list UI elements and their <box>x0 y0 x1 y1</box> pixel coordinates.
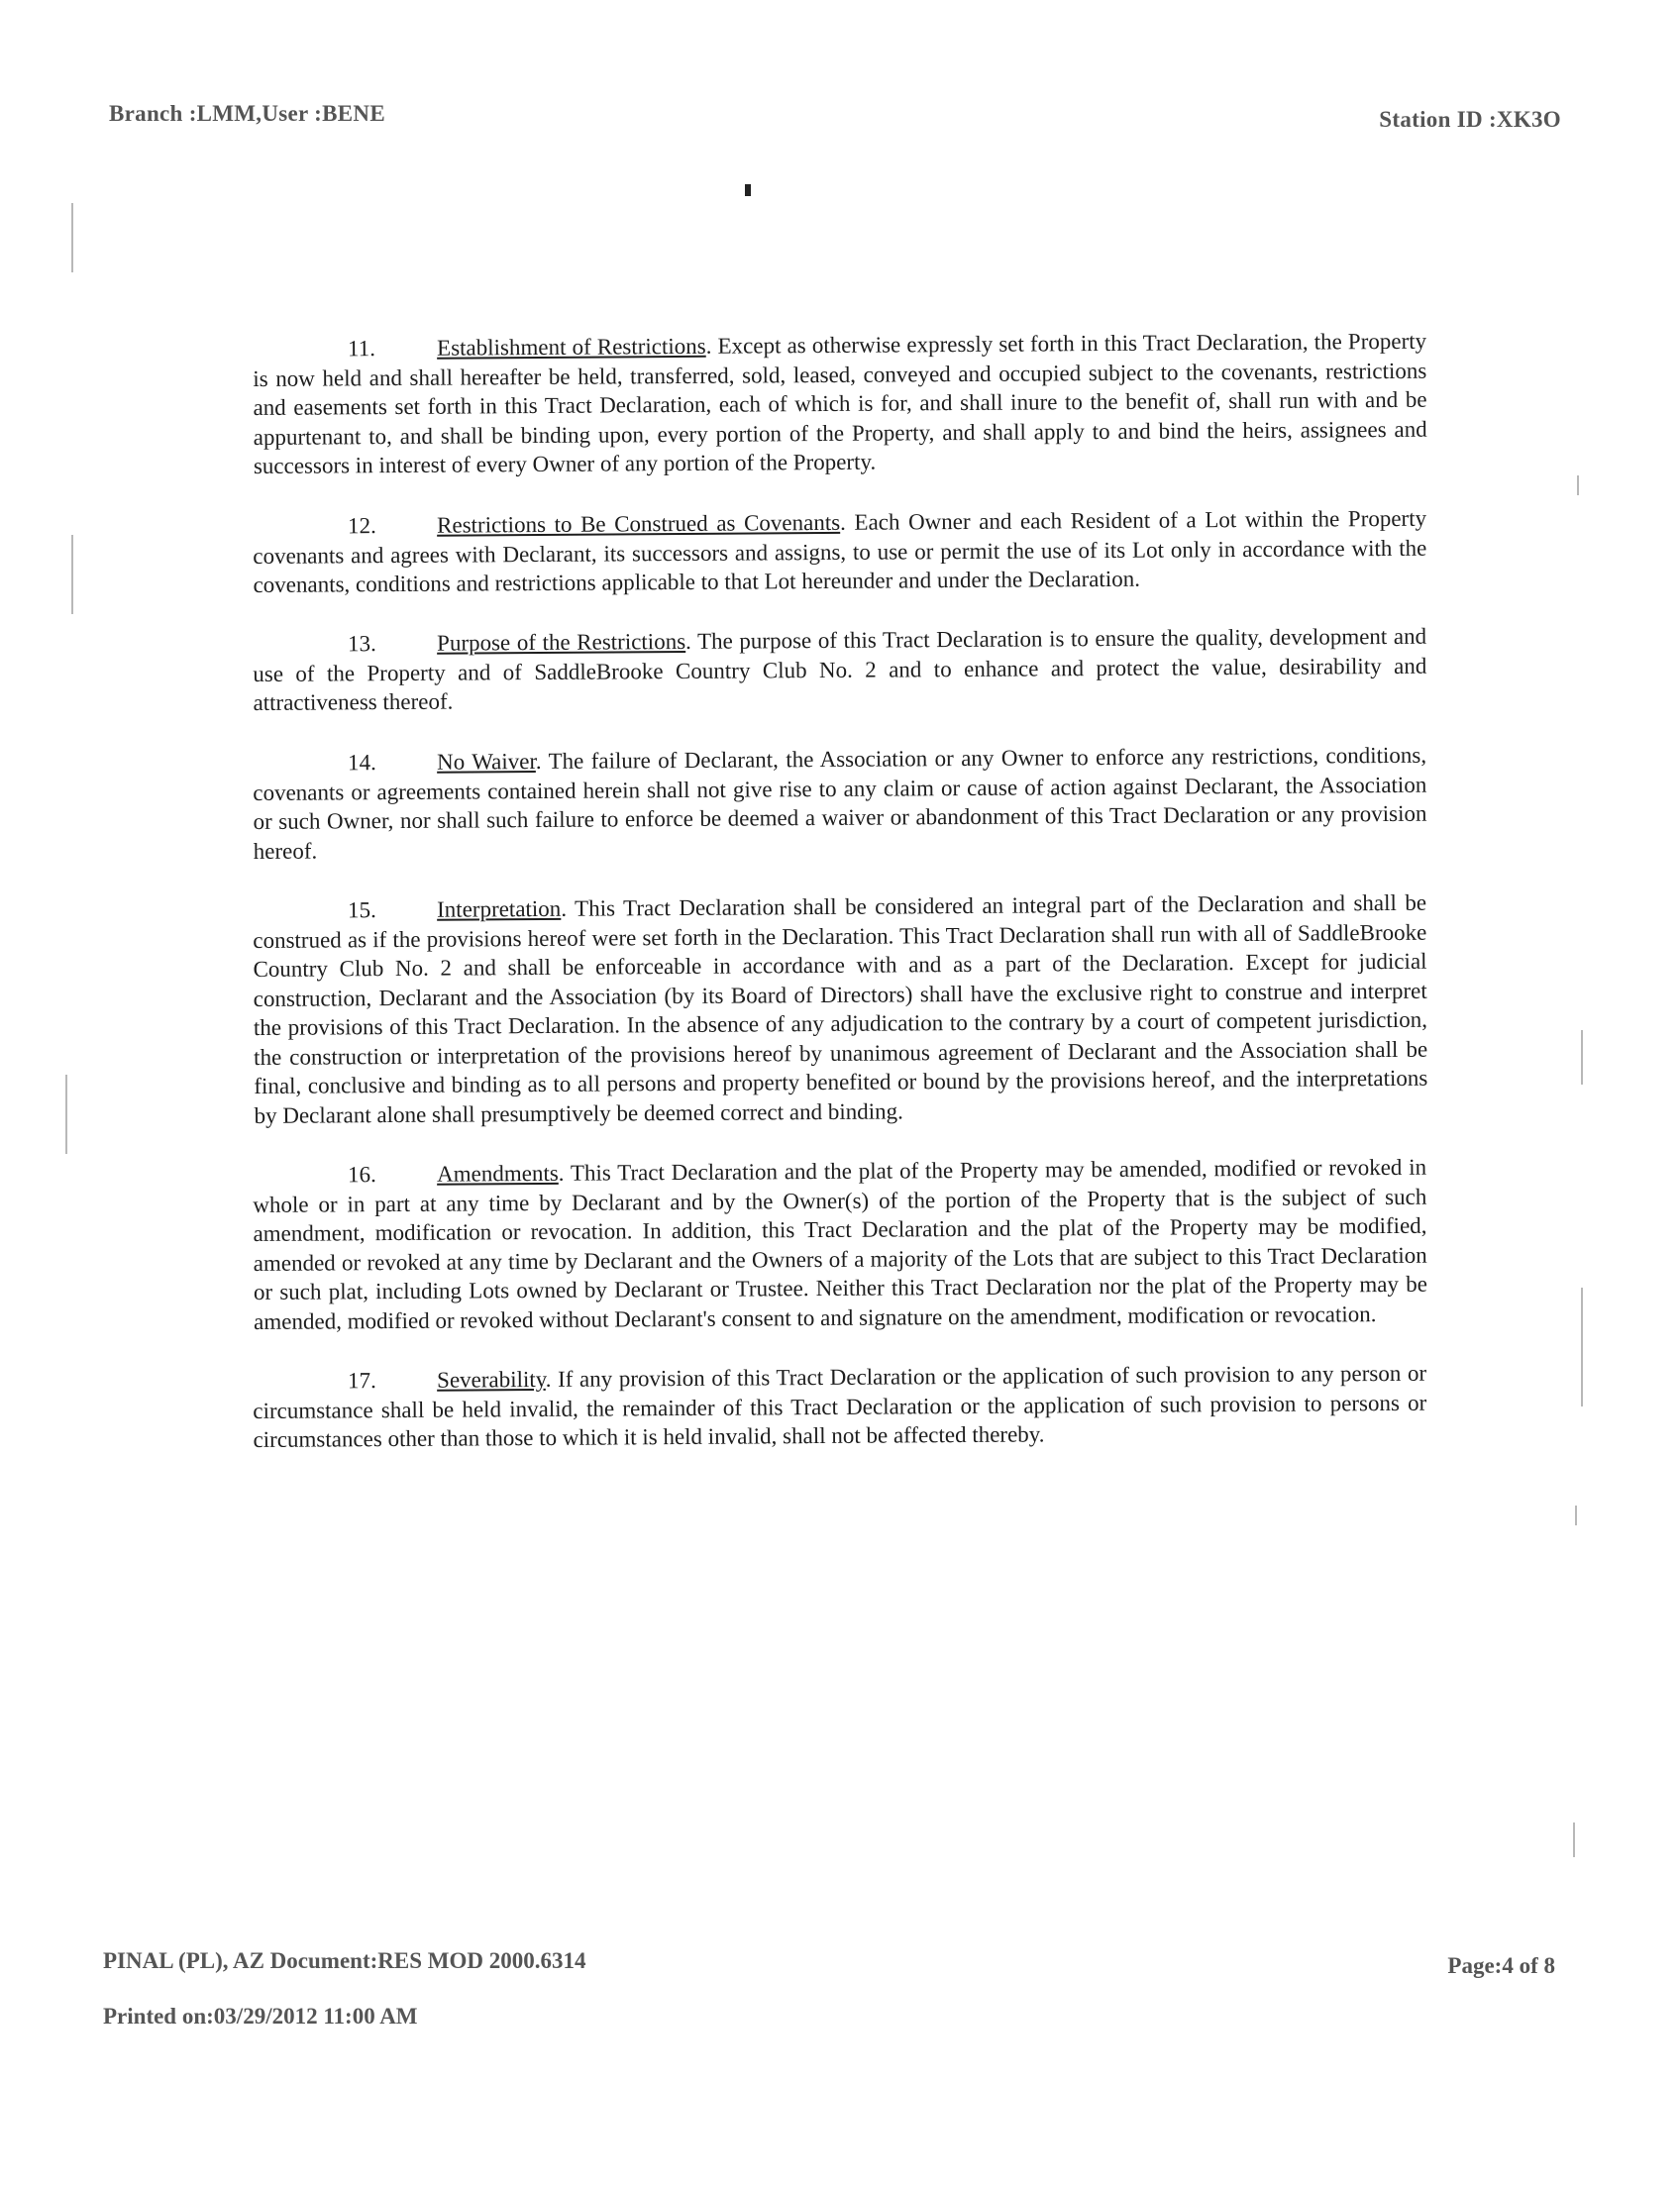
section-11 <box>253 327 1427 481</box>
scan-artifact <box>65 1075 67 1154</box>
section-title: Establishment of Restrictions <box>437 333 706 361</box>
document-body <box>253 328 1428 1485</box>
section-title: No Waiver <box>437 748 536 775</box>
scan-artifact <box>71 203 73 272</box>
section-15 <box>253 887 1428 1129</box>
header-branch-user: Branch :LMM,User :BENE <box>109 101 385 126</box>
scan-artifact <box>1581 1030 1583 1085</box>
section-12 <box>253 503 1427 599</box>
section-14 <box>253 740 1427 865</box>
section-title: Restrictions to Be Construed as Covenants <box>437 509 841 538</box>
scan-artifact <box>1581 1288 1583 1406</box>
footer-printed-date: Printed on:03/29/2012 11:00 AM <box>103 2004 418 2029</box>
section-text: . The purpose of this Tract Declaration is to ensure the quality, development and use of the Property and of SaddleBrooke Country Club No. 2 and to enhance and protect the value, desirability and attractiveness thereof. <box>253 623 1427 715</box>
section-number: 11. <box>348 336 376 362</box>
section-number: 16. <box>348 1161 376 1187</box>
section-title: Amendments <box>437 1160 559 1187</box>
section-text: . This Tract Declaration shall be considered an integral part of the Declaration and shall be construed as if the provisions hereof were set forth in the Declaration. This Tract Declaration shall run with all of SaddleBrooke Country Club No. 2 and shall be enforceable in accordance with and as a part of the Declaration. Except for judicial construction, Declarant and the Association (by its Board of Directors) shall have the exclusive right to construe and interpret the provisions of this Tract Declaration. In the absence of any adjudication to the contrary by a court of competent jurisdiction, the construction or interpretation of the provisions hereof by unanimous agreement of Declarant and the Association shall be final, conclusive and binding as to all persons and property benefited or bound by the provisions hereof, and the interpretations by Declarant alone shall presumptively be deemed correct and binding. <box>253 889 1428 1127</box>
scan-artifact <box>1575 1506 1577 1525</box>
section-number: 17. <box>348 1367 376 1393</box>
section-text: . This Tract Declaration and the plat of the Property may be amended, modified or revoked in whole or in part at any time by Declarant and by the Owner(s) of the portion of the Property that is the subject of such amendment, modification or revocation. In addition, this Tract Declaration and the plat of the Property may be modified, amended or revoked at any time by Declarant and the Owners of a majority of the Lots that are subject to this Tract Declaration or such plat, including Lots owned by Declarant or Trustee. Neither this Tract Declaration nor the plat of the Property may be amended, modified or revoked without Declarant's consent to and signature on the amendment, modification or revocation. <box>253 1154 1427 1333</box>
header-station-id: Station ID :XK3O <box>1379 107 1561 132</box>
section-number: 13. <box>348 631 376 657</box>
section-13 <box>253 622 1427 718</box>
section-text: . Except as otherwise expressly set forth in this Tract Declaration, the Property is now held and shall hereafter be held, transferred, sold, leased, conveyed and occupied subject to the covenants, restrictions and easements set forth in this Tract Declaration, each of which is for, and shall inure to the benefit of, shall run with and be appurtenant to, and shall be binding upon, every portion of the Property, and shall apply to and bind the heirs, assignees and successors in interest of every Owner of any portion of the Property. <box>253 328 1427 478</box>
footer-page-number: Page:4 of 8 <box>1447 1953 1555 1978</box>
section-number: 14. <box>348 749 376 775</box>
footer-document-id: PINAL (PL), AZ Document:RES MOD 2000.6314 <box>103 1948 586 1973</box>
section-text: . The failure of Declarant, the Association or any Owner to enforce any restrictions, conditions, covenants or agreements contained herein shall not give rise to any claim or cause of action against Declarant, the Association or such Owner, nor shall such failure to enforce be deemed a waiver or abandonment of this Tract Declaration or any provision hereof. <box>253 742 1427 863</box>
scan-mark <box>745 184 751 196</box>
section-text: . Each Owner and each Resident of a Lot within the Property covenants and agrees with Declarant, its successors and assigns, to use or permit the use of its Lot only in accordance with the covenants, conditions and restrictions applicable to that Lot hereunder and under the Declaration. <box>253 505 1427 597</box>
scan-artifact <box>71 535 73 614</box>
scan-artifact <box>1577 475 1579 495</box>
section-number: 12. <box>348 512 376 538</box>
section-title: Purpose of the Restrictions <box>437 628 686 656</box>
section-number: 15. <box>348 896 376 922</box>
scan-artifact <box>1573 1822 1575 1857</box>
section-16 <box>253 1152 1427 1335</box>
section-title: Severability <box>437 1366 546 1393</box>
section-title: Interpretation <box>437 895 562 922</box>
section-17 <box>253 1358 1427 1454</box>
section-text: . If any provision of this Tract Declaration or the application of such provision to any person or circumstance shall be held invalid, the remainder of this Tract Declaration or the application of such provision to persons or circumstances other than those to which it is held invalid, shall not be affected thereby. <box>253 1360 1427 1452</box>
